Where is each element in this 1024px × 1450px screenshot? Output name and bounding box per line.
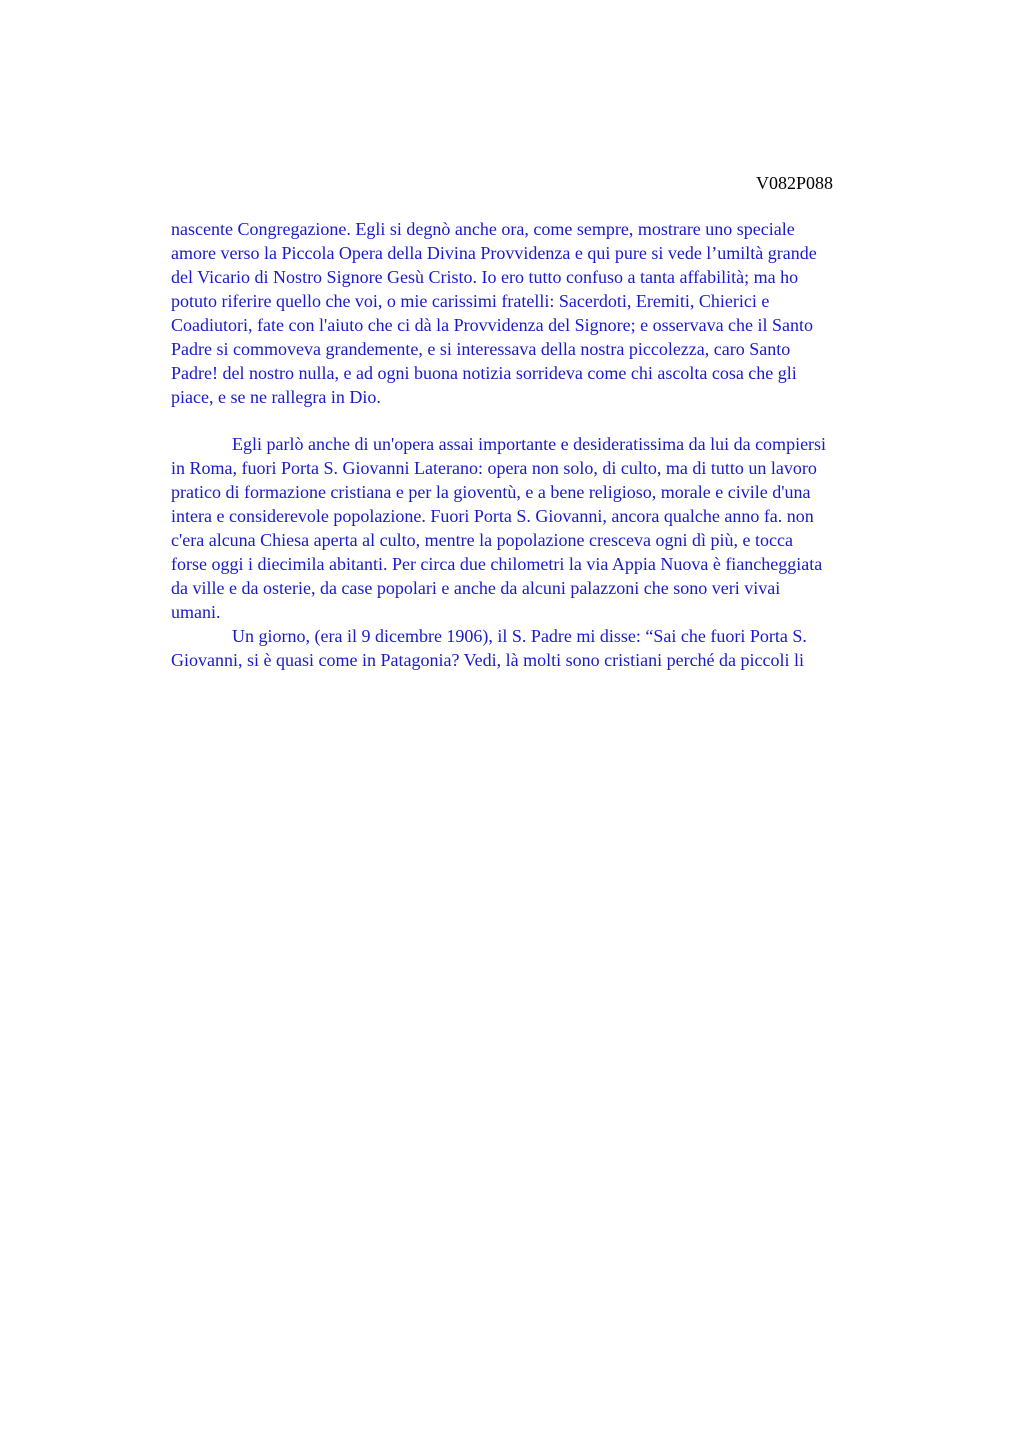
text-line: nascente Congregazione. Egli si degnò anche ora, come sempre, mostrare uno speciale: [171, 219, 795, 239]
text-line: potuto riferire quello che voi, o mie carissimi fratelli: Sacerdoti, Eremiti, Chierici e: [171, 291, 770, 311]
text-line: Un giorno, (era il 9 dicembre 1906), il S. Padre mi disse: “Sai che fuori Porta S.: [232, 626, 807, 646]
paragraph-3: [171, 624, 931, 672]
text-line: Egli parlò anche di un'opera assai importante e desideratissima da lui da compiersi: [232, 434, 827, 454]
text-line: amore verso la Piccola Opera della Divina Provvidenza e qui pure si vede l’umiltà grande: [171, 243, 817, 263]
paragraph-1: [171, 217, 931, 409]
text-line: c'era alcuna Chiesa aperta al culto, mentre la popolazione cresceva ogni dì più, e tocca: [171, 530, 793, 550]
text-line: Coadiutori, fate con l'aiuto che ci dà la Provvidenza del Signore; e osservava che il Santo: [171, 315, 814, 335]
text-line: del Vicario di Nostro Signore Gesù Cristo. Io ero tutto confuso a tanta affabilità; ma ho: [171, 267, 799, 287]
text-line: Padre! del nostro nulla, e ad ogni buona notizia sorrideva come chi ascolta cosa che gli: [171, 363, 797, 383]
text-line: forse oggi i diecimila abitanti. Per circa due chilometri la via Appia Nuova è fiancheggiata: [171, 554, 823, 574]
page-identifier: V082P088: [756, 173, 834, 193]
text-line: Padre si commoveva grandemente, e si interessava della nostra piccolezza, caro Santo: [171, 339, 791, 359]
text-line: pratico di formazione cristiana e per la gioventù, e a bene religioso, morale e civile d'una: [171, 482, 811, 502]
text-line: intera e considerevole popolazione. Fuori Porta S. Giovanni, ancora qualche anno fa. non: [171, 506, 814, 526]
text-line: da ville e da osterie, da case popolari e anche da alcuni palazzoni che sono veri vivai: [171, 578, 781, 598]
document-body: [171, 217, 931, 672]
paragraph-gap: [171, 409, 931, 432]
paragraph-2: [171, 432, 931, 624]
text-line: umani.: [171, 602, 221, 622]
text-line: piace, e se ne rallegra in Dio.: [171, 387, 381, 407]
text-line: Giovanni, si è quasi come in Patagonia? Vedi, là molti sono cristiani perché da piccoli li: [171, 650, 805, 670]
text-line: in Roma, fuori Porta S. Giovanni Laterano: opera non solo, di culto, ma di tutto un lavoro: [171, 458, 817, 478]
